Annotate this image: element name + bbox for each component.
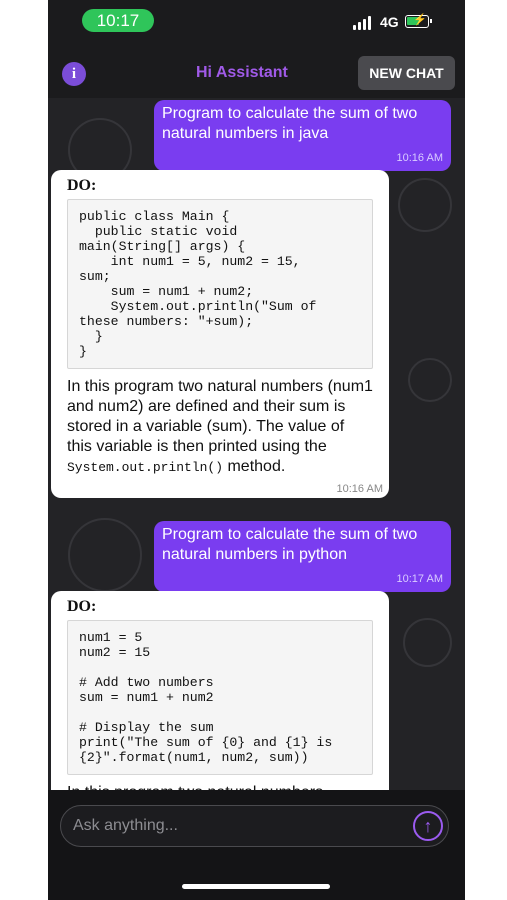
user-message xyxy=(154,100,451,171)
user-message xyxy=(154,521,451,592)
doodle-decoration xyxy=(68,518,142,592)
page-title: Hi Assistant xyxy=(196,64,288,81)
doodle-decoration xyxy=(403,618,452,667)
composer-bar xyxy=(48,790,465,900)
text-segment: method. xyxy=(223,458,286,475)
bot-message xyxy=(51,591,389,803)
chat-thread[interactable] xyxy=(48,98,465,790)
message-timestamp: 10:16 AM xyxy=(396,152,443,164)
phone-screen xyxy=(48,0,465,900)
status-time: 10:17 xyxy=(82,9,154,32)
doodle-decoration xyxy=(408,358,452,402)
arrow-up-icon[interactable]: ↑ xyxy=(413,811,443,841)
bot-message xyxy=(51,170,389,498)
code-block: num1 = 5 num2 = 15 # Add two numbers sum = num1 + num2 # Display the sum print("The sum of {0} and {1} is {2}".format(num1, num2, sum)) xyxy=(67,620,373,775)
inline-code: System.out.println() xyxy=(67,460,224,475)
chat-header xyxy=(48,50,465,98)
home-indicator[interactable] xyxy=(182,884,330,889)
message-timestamp: 10:17 AM xyxy=(396,573,443,585)
signal-icon xyxy=(353,14,373,30)
sender-label: DO: xyxy=(67,177,97,194)
code-block: public class Main { public static void main(String[] args) { int num1 = 5, num2 = 15, sum; sum = num1 + num2; System.out.println("Sum of these numbers: "+sum); } } xyxy=(67,199,373,369)
status-bar xyxy=(48,0,465,44)
battery-icon: ⚡ xyxy=(405,15,429,28)
text-segment: In this program two natural numbers (num1 and num2) are defined and their sum is stored in a variable (sum). The value of this variable is then printed using the xyxy=(67,378,373,455)
message-timestamp: 10:16 AM xyxy=(336,483,383,495)
new-chat-button[interactable]: NEW CHAT xyxy=(358,56,455,90)
sender-label: DO: xyxy=(67,598,97,615)
message-text xyxy=(67,377,373,478)
network-type: 4G xyxy=(380,14,399,30)
info-icon[interactable]: i xyxy=(62,62,86,86)
input-placeholder: Ask anything... xyxy=(73,817,178,834)
doodle-decoration xyxy=(398,178,452,232)
message-input[interactable] xyxy=(60,805,449,847)
message-text: Program to calculate the sum of two natural numbers in python xyxy=(162,526,418,563)
message-text: Program to calculate the sum of two natural numbers in java xyxy=(162,105,418,142)
